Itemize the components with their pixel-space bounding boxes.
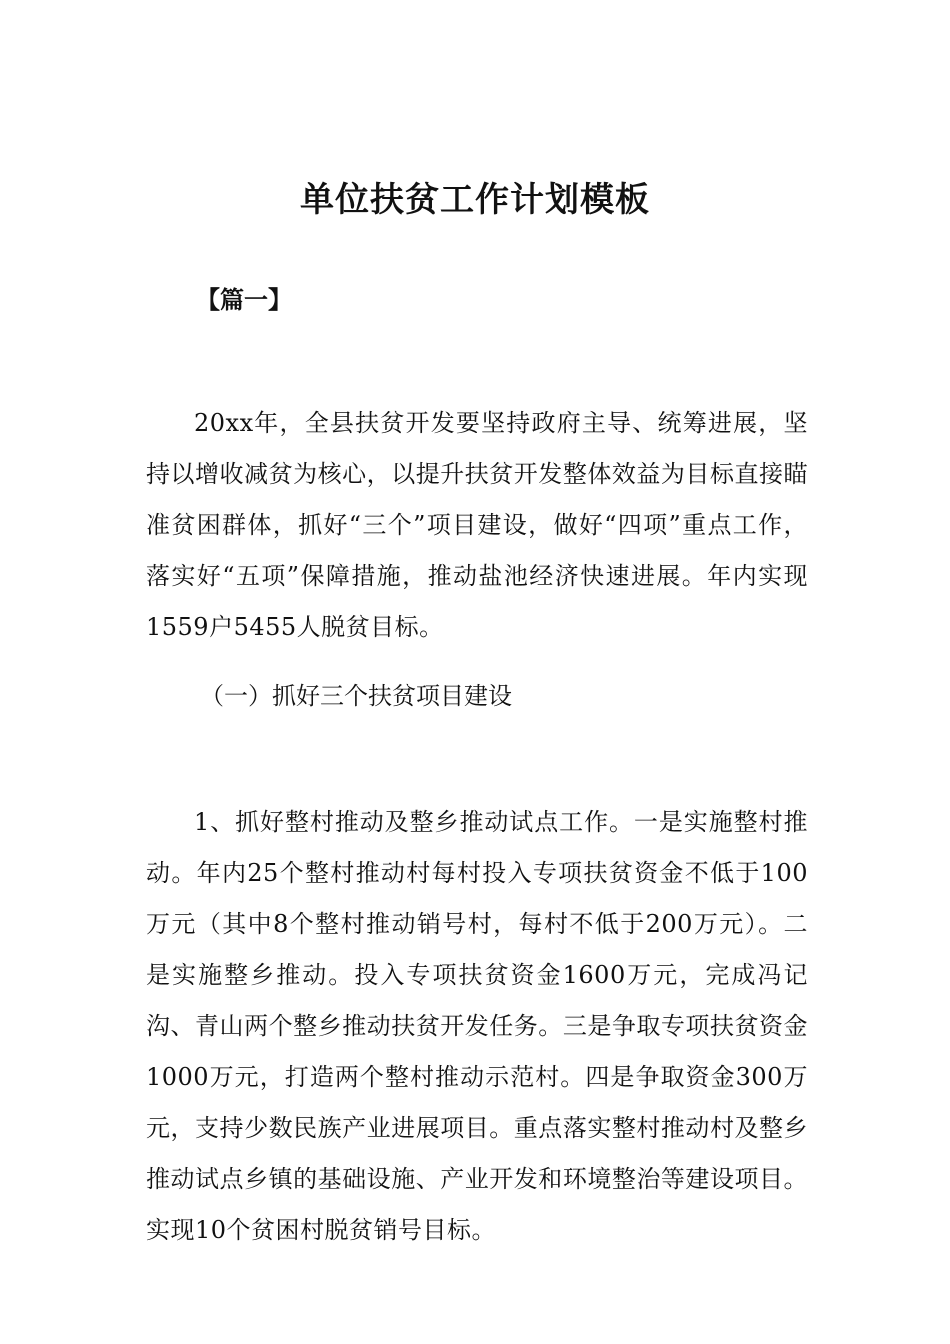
intro-paragraph: 20xx年，全县扶贫开发要坚持政府主导、统筹进展，坚持以增收减贫为核心，以提升扶贫开发整体效益为目标直接瞄准贫困群体，抓好“三个”项目建设，做好“四项”重点工作，落实好“五项”保障措施，推动盐池经济快速进展。年内实现1559户5455人脱贫目标。 xyxy=(146,409,808,641)
section-label: 【篇一】 xyxy=(196,285,292,314)
subheading-projects: （一）抓好三个扶贫项目建设 xyxy=(200,682,512,710)
document-title: 单位扶贫工作计划模板 xyxy=(300,180,650,220)
item-1-paragraph: 1、抓好整村推动及整乡推动试点工作。一是实施整村推动。年内25个整村推动村每村投入专项扶贫资金不低于100万元（其中8个整村推动销号村，每村不低于200万元）。二是实施整乡推动。投入专项扶贫资金1600万元，完成冯记沟、青山两个整乡推动扶贫开发任务。三是争取专项扶贫资金1000万元，打造两个整村推动示范村。四是争取资金300万元，支持少数民族产业进展项目。重点落实整村推动村及整乡推动试点乡镇的基础设施、产业开发和环境整治等建设项目。实现10个贫困村脱贫销号目标。 xyxy=(146,808,808,1244)
